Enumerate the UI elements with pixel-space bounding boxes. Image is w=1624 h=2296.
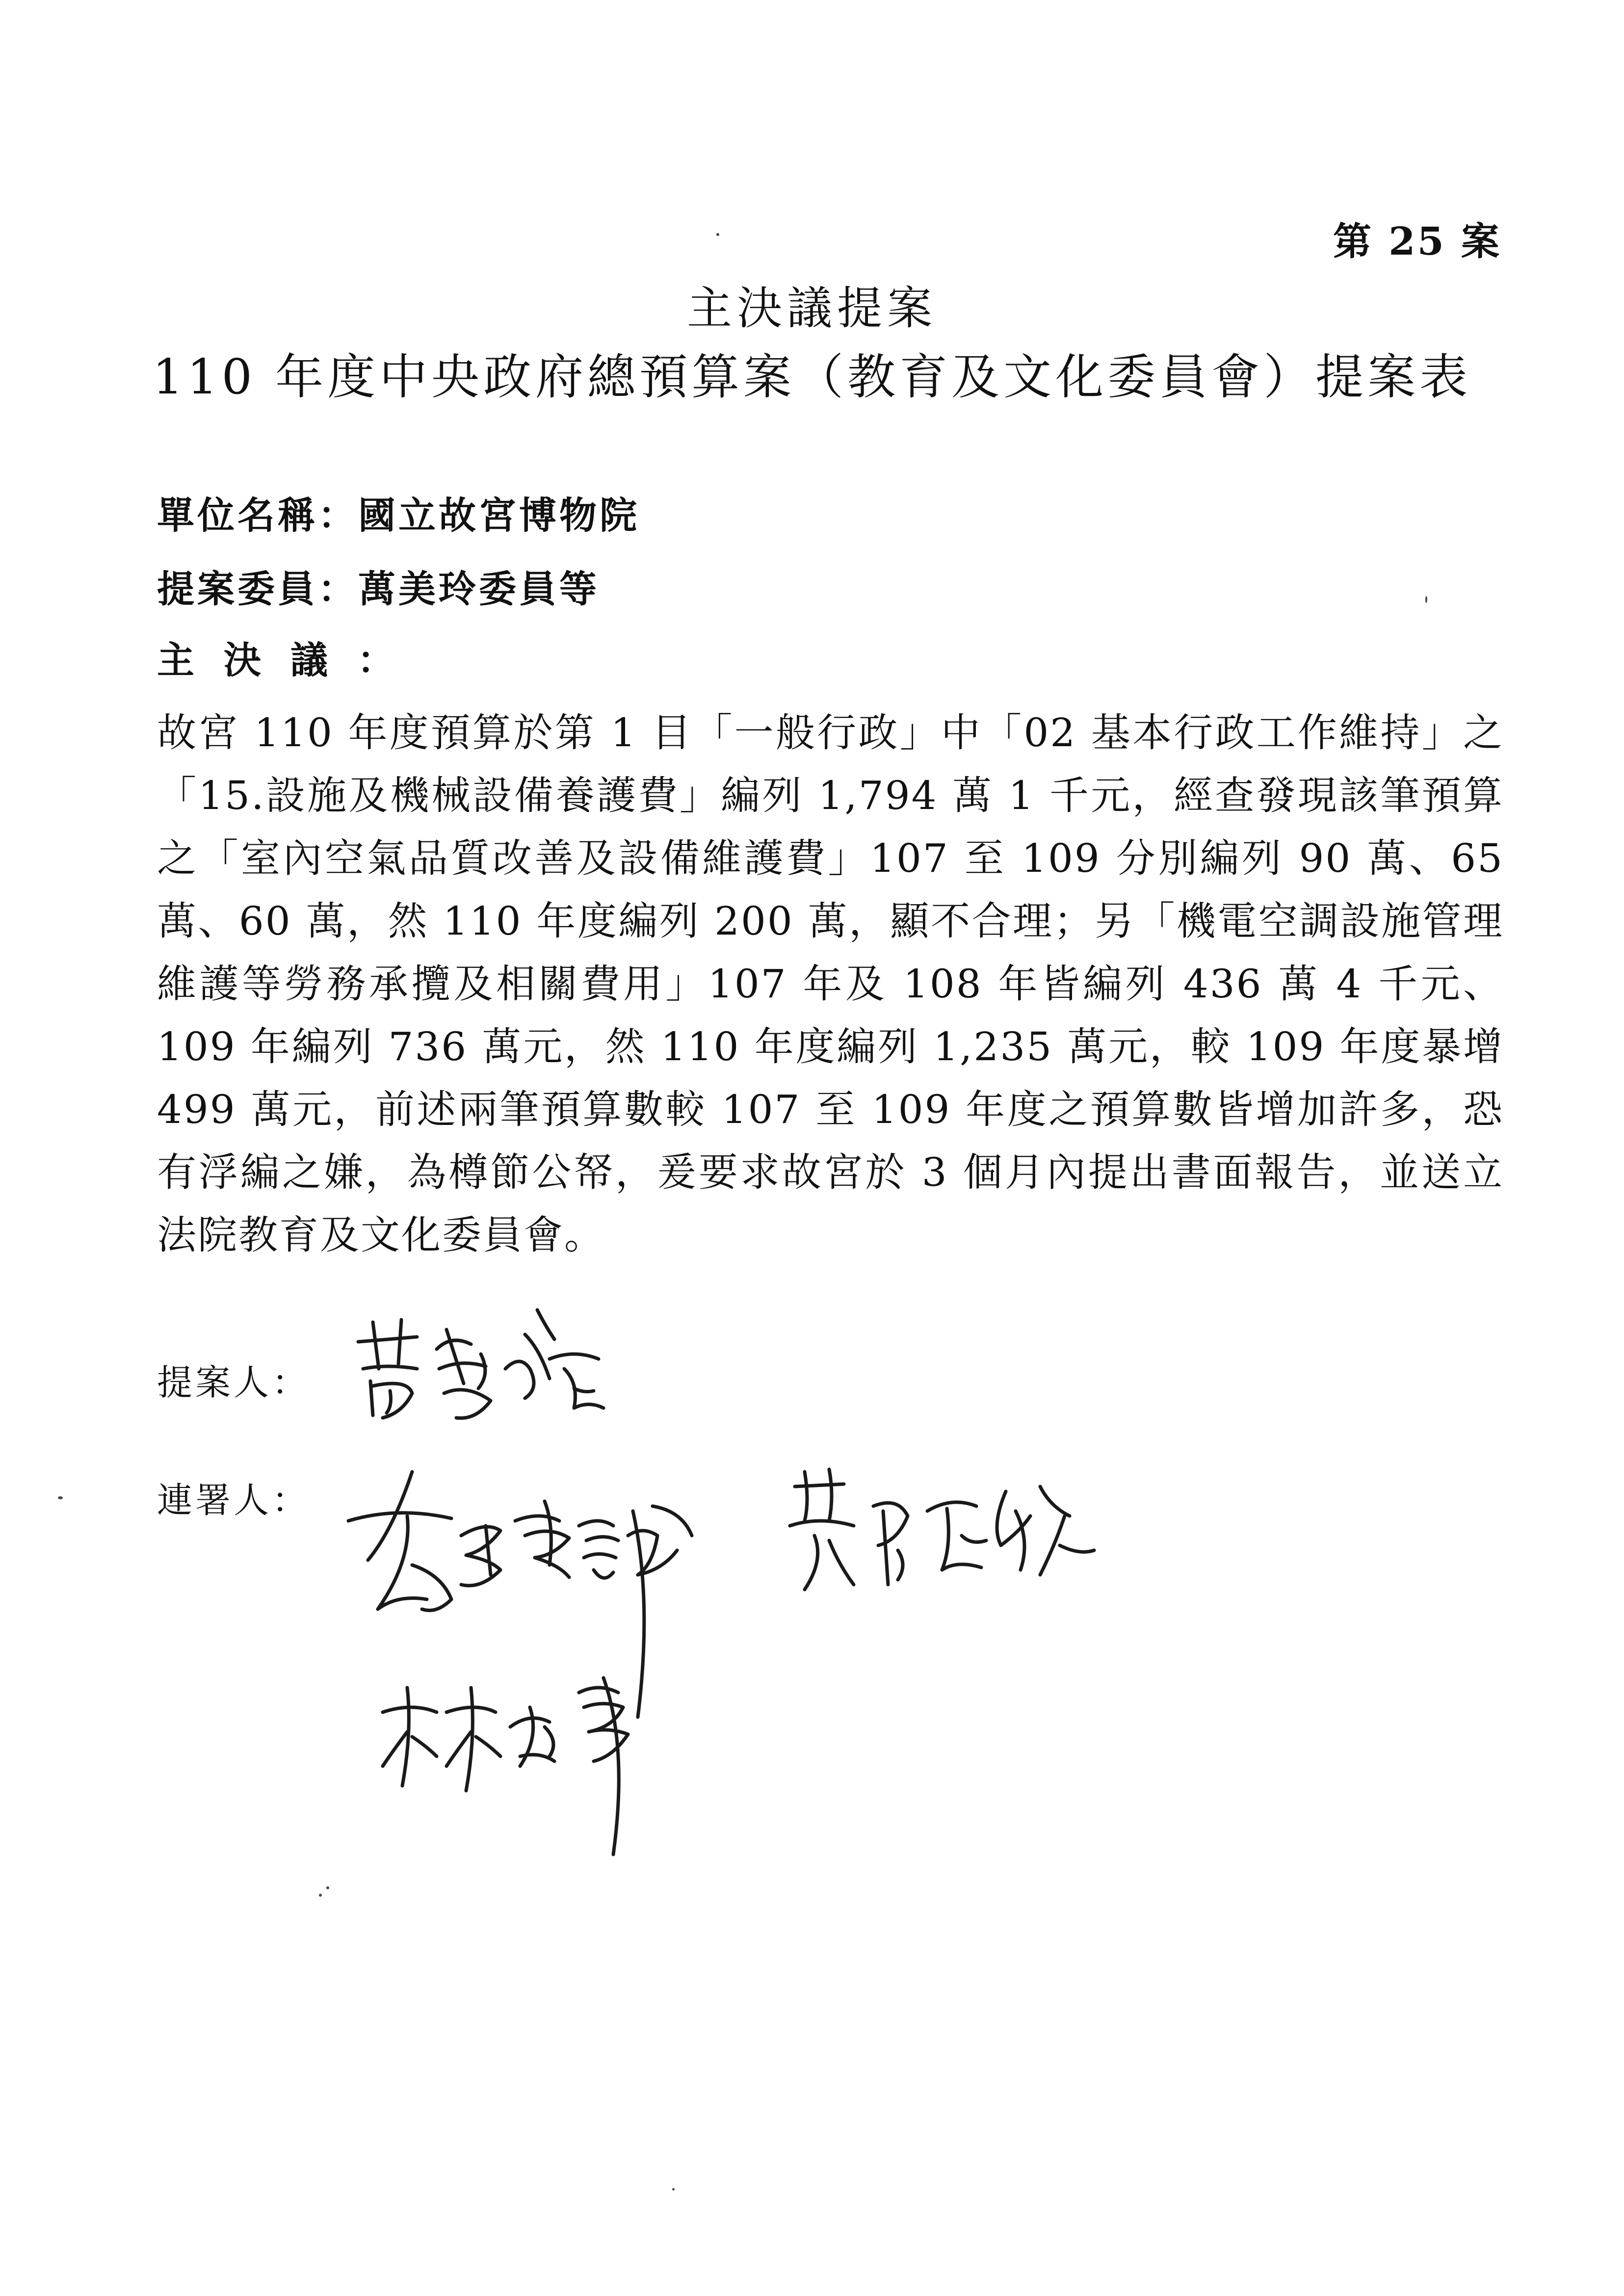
scan-speck: [716, 233, 719, 236]
scan-speck: [58, 1496, 63, 1499]
field-proposing-member: [157, 559, 600, 613]
proposer-signature: [343, 1295, 618, 1442]
field-separator: ：: [318, 567, 358, 611]
cosigner-signature-3: [373, 1658, 677, 1864]
field-proposing-member-value: 萬美玲委員等: [358, 567, 600, 611]
field-unit-name-label: 單位名稱: [157, 494, 318, 537]
scan-speck: [672, 2188, 675, 2191]
field-separator: ：: [318, 494, 358, 537]
resolution-body-text: 故宮 110 年度預算於第 1 目「一般行政」中「02 基本行政工作維持」之「15.設施及機械設備養護費」編列 1,794 萬 1 千元，經查發現該筆預算之「室內空氣品質改善及設備維護費」107 至 109 分別編列 90 萬、65 萬、60 萬，然 110 年度編列 200 萬，顯不合理；另「機電空調設施管理維護等勞務承攬及相關費用」107 年及 108 年皆編列 436 萬 4 千元、109 年編列 736 萬元，然 110 年度編列 1,235 萬元，較 109 年度暴增 499 萬元，前述兩筆預算數較 107 至 109 年度之預算數皆增加許多，恐有浮編之嫌，為樽節公帑，爰要求故宮於 3 個月內提出書面報告，並送立法院教育及文化委員會。: [157, 710, 1504, 1258]
field-proposing-member-label: 提案委員: [157, 567, 318, 611]
proposer-signature-strokes: [343, 1295, 618, 1442]
case-number: 第 25 案: [1333, 219, 1501, 264]
field-separator: ：: [357, 638, 397, 682]
cosigner-signature-2-strokes: [775, 1462, 1109, 1619]
field-unit-name: [157, 486, 640, 539]
document-title: 主決議提案: [686, 282, 937, 335]
field-main-resolution-label: 主決議: [157, 638, 357, 682]
scan-speck: [1425, 596, 1427, 603]
cosigner-signature-label: 連署人：: [157, 1480, 311, 1521]
scan-speck: [326, 1886, 329, 1889]
proposer-signature-label: 提案人：: [157, 1362, 311, 1403]
field-main-resolution: [157, 630, 397, 684]
field-unit-name-value: 國立故宮博物院: [358, 494, 640, 537]
scan-speck: [319, 1894, 322, 1897]
document-subtitle: 110 年度中央政府總預算案（教育及文化委員會）提案表: [152, 349, 1472, 405]
cosigner-signature-2: [775, 1462, 1109, 1619]
cosigner-signature-3-strokes: [373, 1658, 677, 1864]
